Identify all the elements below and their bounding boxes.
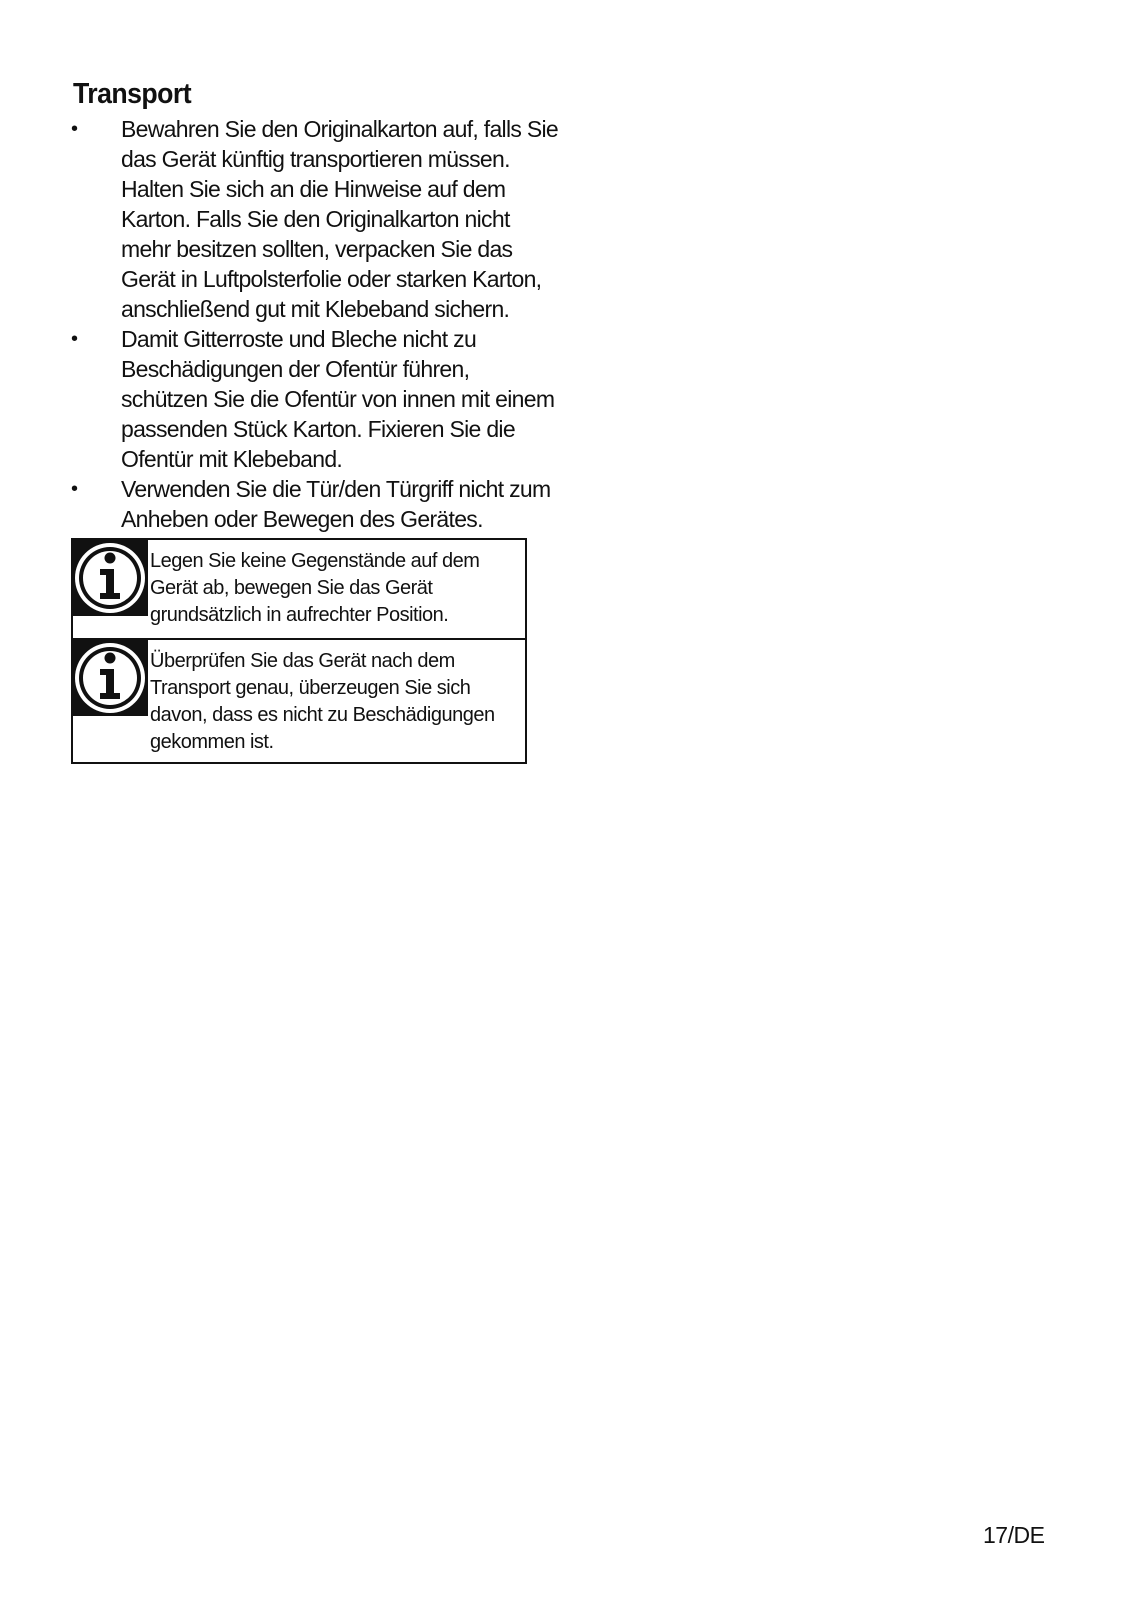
info-notes-box bbox=[71, 538, 527, 764]
page-number: 17/DE bbox=[983, 1522, 1045, 1548]
section-heading: Transport bbox=[73, 78, 192, 110]
list-item bbox=[0, 474, 561, 534]
info-note bbox=[73, 540, 525, 638]
info-icon bbox=[72, 540, 148, 616]
bullet-text: Verwenden Sie die Tür/den Türgriff nicht zum Anheben oder Bewegen des Gerätes. bbox=[121, 476, 551, 532]
info-icon bbox=[72, 640, 148, 716]
bullet-list bbox=[0, 114, 600, 534]
bullet-text: Bewahren Sie den Originalkarton auf, falls Sie das Gerät künftig transportieren müssen. Halten Sie sich an die Hinweise auf dem Karton. Falls Sie den Originalkarton nicht mehr besitzen sollten, verpacken Sie das Gerät in Luftpolsterfolie oder starken Karton, anschließend gut mit Klebeband sichern. bbox=[121, 116, 559, 322]
list-item bbox=[0, 324, 561, 474]
bullet-marker: • bbox=[71, 478, 78, 500]
bullet-marker: • bbox=[71, 328, 78, 350]
info-note-text: Überprüfen Sie das Gerät nach dem Transport genau, überzeugen Sie sich davon, dass es nicht zu Beschädigungen gekommen ist. bbox=[150, 650, 495, 753]
bullet-text: Damit Gitterroste und Bleche nicht zu Beschädigungen der Ofentür führen, schützen Sie die Ofentür von innen mit einem passenden Stück Karton. Fixieren Sie die Ofentür mit Klebeband. bbox=[121, 326, 555, 472]
bullet-marker: • bbox=[71, 118, 78, 140]
list-item bbox=[0, 114, 561, 324]
info-note-text: Legen Sie keine Gegenstände auf dem Gerät ab, bewegen Sie das Gerät grundsätzlich in aufrechter Position. bbox=[150, 550, 480, 626]
info-note bbox=[73, 638, 525, 762]
